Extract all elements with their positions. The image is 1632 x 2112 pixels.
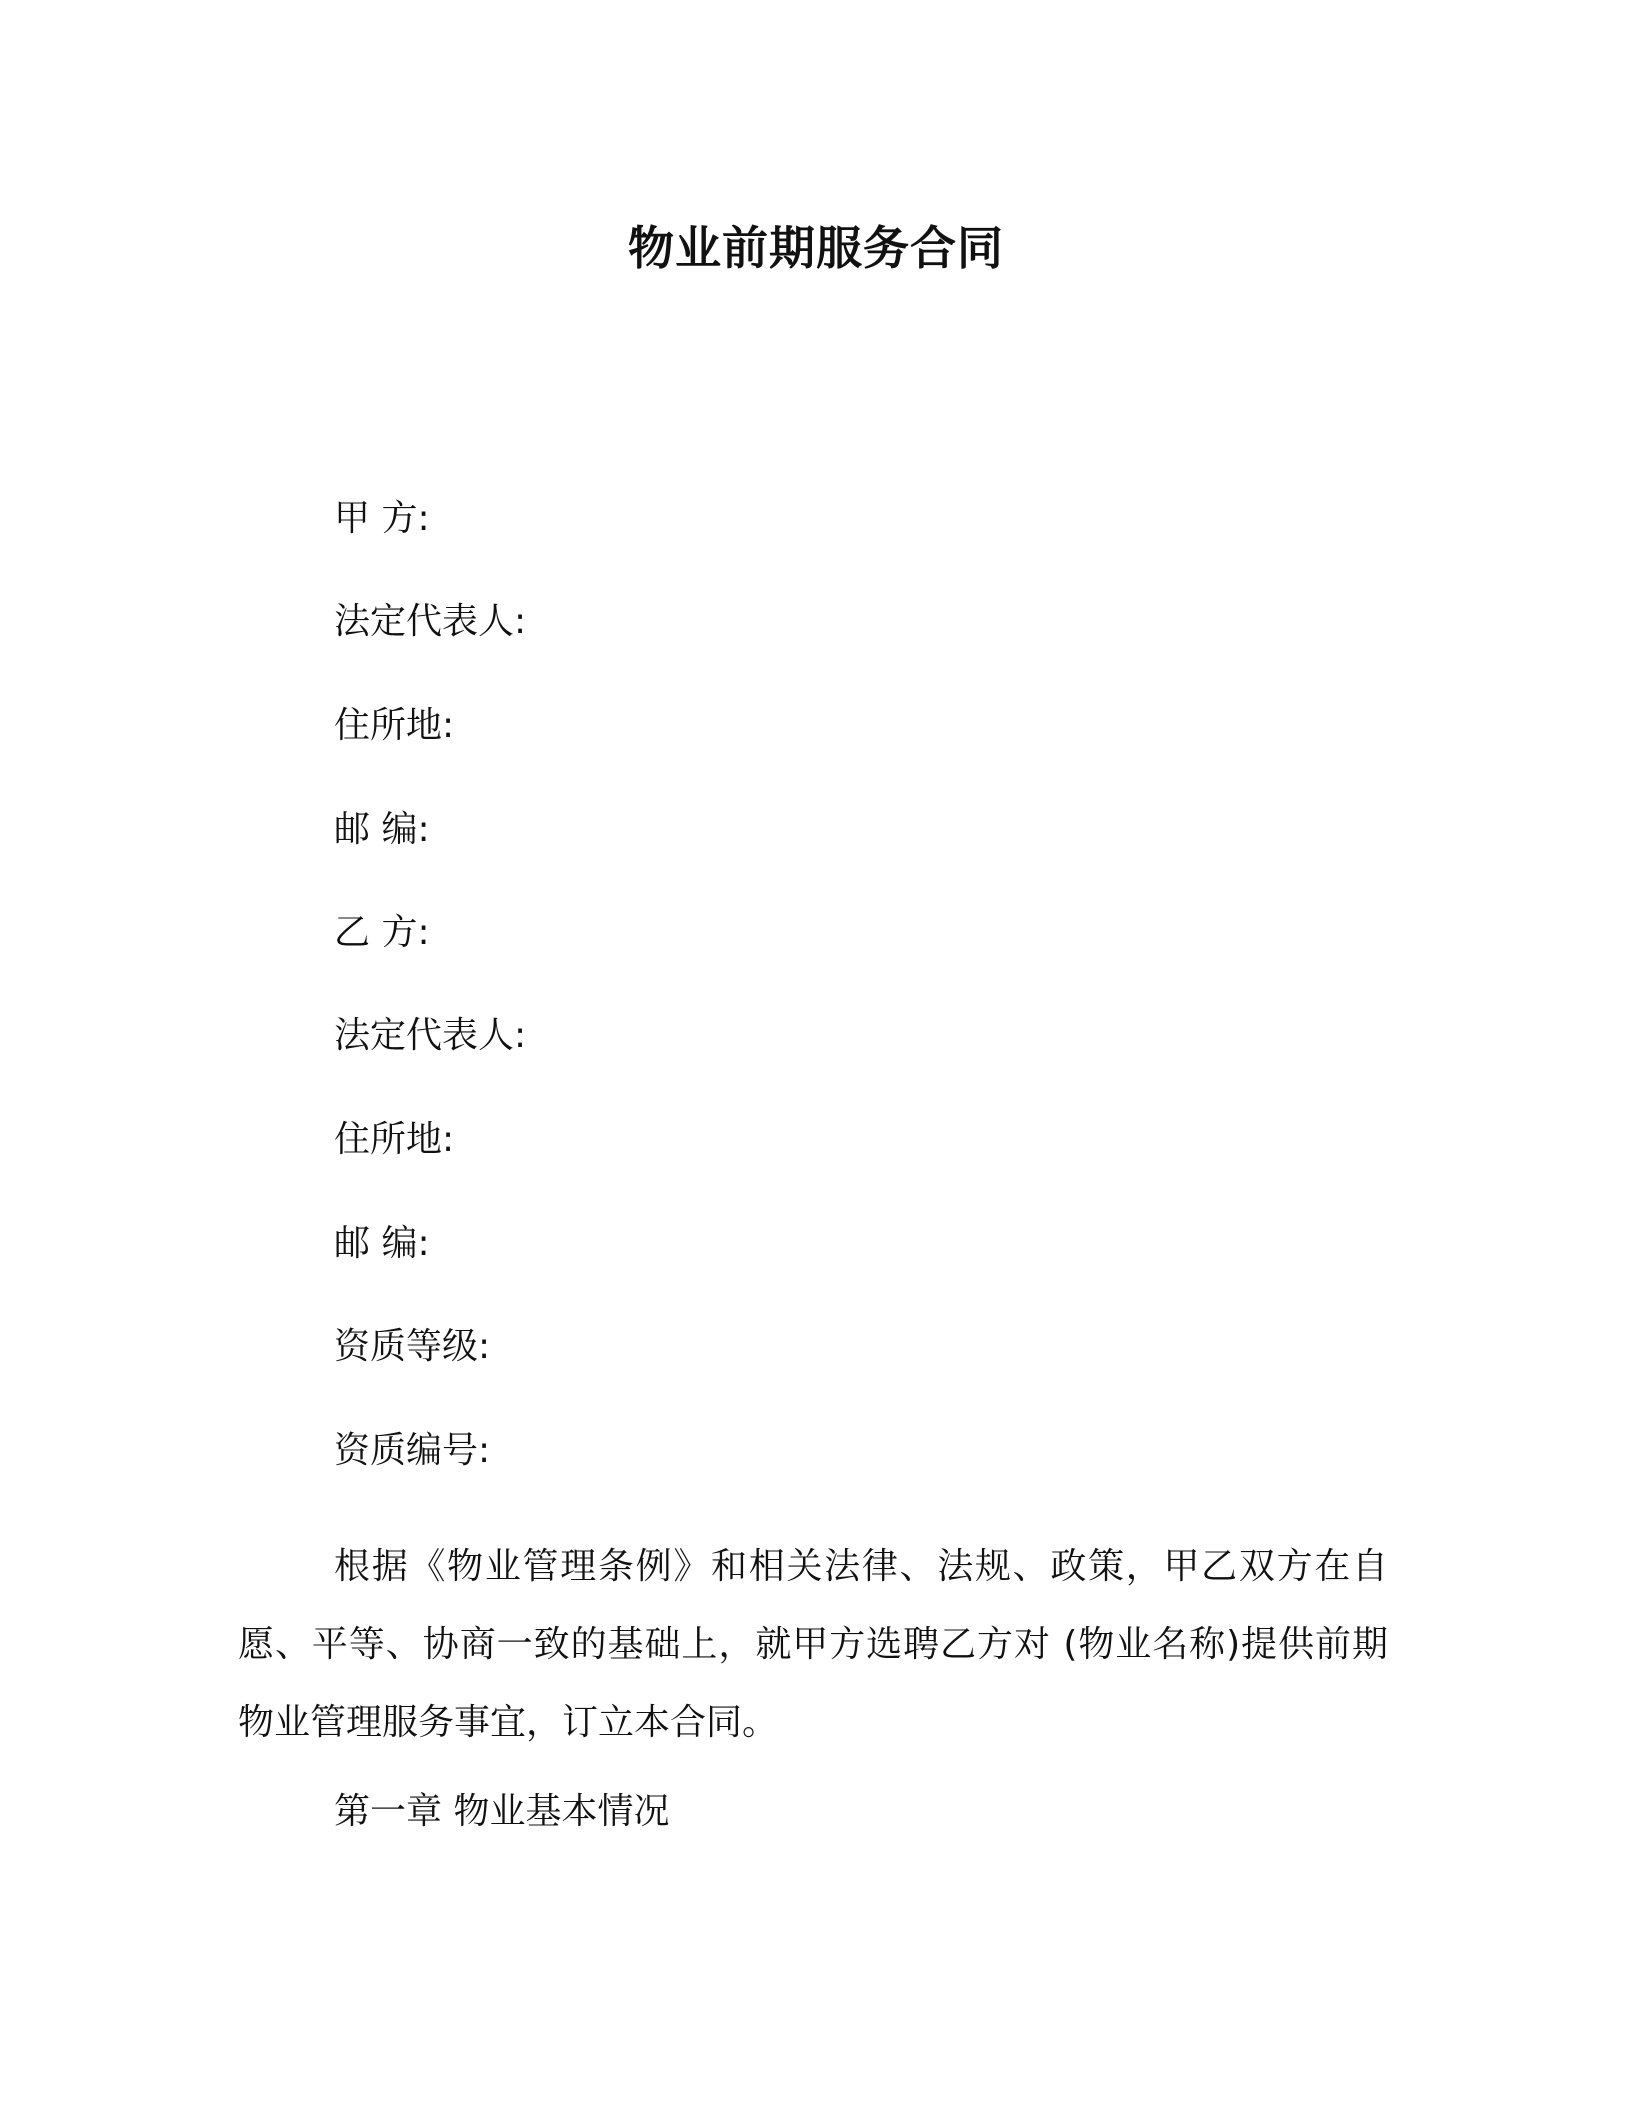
qualification-number-label: 资质编号: [334, 1430, 491, 1471]
document-title: 物业前期服务合同 [628, 221, 1004, 275]
contract-preamble: 根据《物业管理条例》和相关法律、法规、政策，甲乙双方在自愿、平等、协商一致的基础上，就甲方选聘乙方对 (物业名称)提供前期物业管理服务事宜，订立本合同。 [238, 1546, 1388, 1743]
party-a-address-label: 住所地: [334, 705, 455, 746]
party-b-label: 乙 方: [334, 912, 430, 953]
party-b-postcode-label: 邮 编: [334, 1223, 430, 1264]
chapter-heading: 第一章 物业基本情况 [334, 1791, 670, 1832]
party-a-legal-representative-label: 法定代表人: [334, 601, 527, 642]
party-a-postcode-label: 邮 编: [334, 809, 430, 850]
qualification-level-label: 资质等级: [334, 1326, 491, 1367]
party-b-address-label: 住所地: [334, 1119, 455, 1160]
party-b-legal-representative-label: 法定代表人: [334, 1015, 527, 1056]
party-a-label: 甲 方: [334, 498, 430, 539]
